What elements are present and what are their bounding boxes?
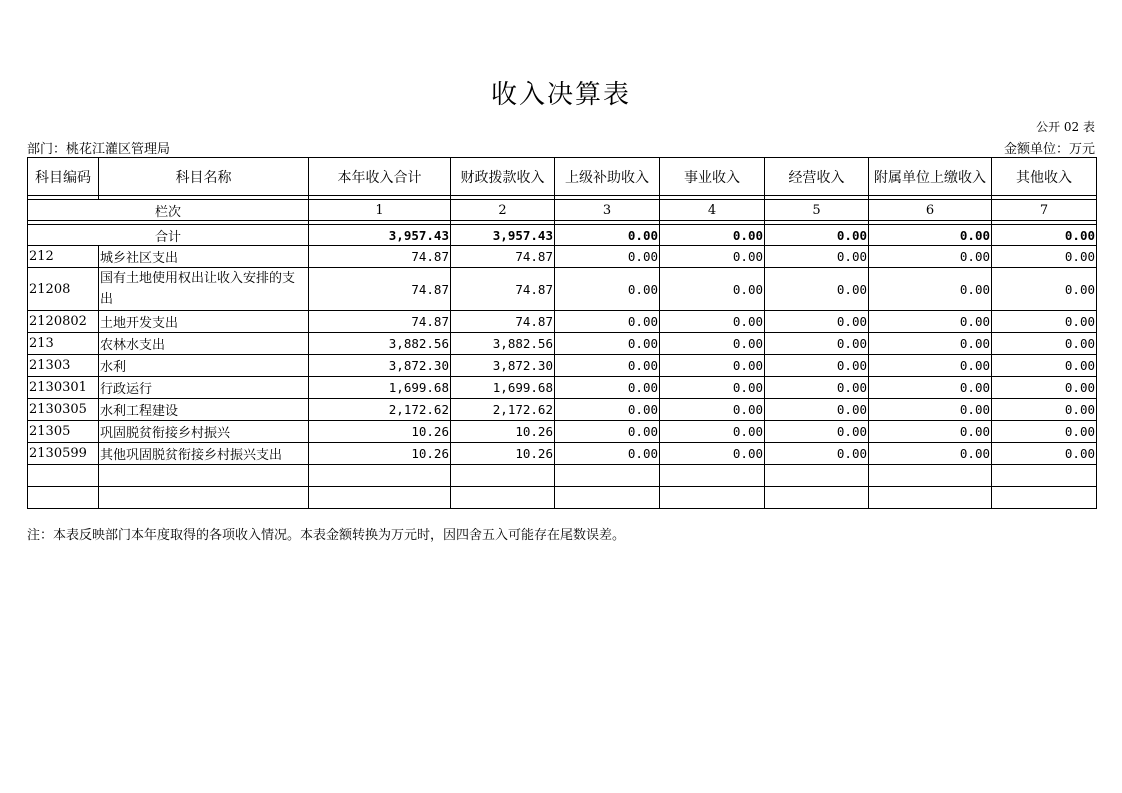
row-value: 0.00 <box>992 246 1097 268</box>
table-row <box>28 246 1097 268</box>
row-value: 74.87 <box>451 246 555 268</box>
header-cell: 科目名称 <box>99 158 309 196</box>
row-value: 0.00 <box>992 421 1097 443</box>
row-code: 21208 <box>28 268 99 311</box>
table-row <box>28 421 1097 443</box>
row-value: 0.00 <box>765 355 869 377</box>
unit-label: 金额单位：万元 <box>1003 142 1095 157</box>
row-name: 水利 <box>99 355 309 377</box>
row-value: 0.00 <box>992 333 1097 355</box>
header-cell: 其他收入 <box>992 158 1097 196</box>
table-row <box>28 311 1097 333</box>
total-value: 3,957.43 <box>309 225 451 246</box>
row-value: 0.00 <box>869 268 992 311</box>
row-code: 21305 <box>28 421 99 443</box>
footnote: 注：本表反映部门本年度取得的各项收入情况。本表金额转换为万元时，因四舍五入可能存在尾数误差。 <box>27 528 626 543</box>
row-value: 0.00 <box>555 355 660 377</box>
row-value: 0.00 <box>555 443 660 465</box>
row-value: 74.87 <box>309 311 451 333</box>
row-value: 3,882.56 <box>309 333 451 355</box>
total-value: 3,957.43 <box>451 225 555 246</box>
row-value: 0.00 <box>660 246 765 268</box>
column-number: 4 <box>660 200 765 221</box>
column-number: 1 <box>309 200 451 221</box>
row-value: 1,699.68 <box>309 377 451 399</box>
row-value: 10.26 <box>451 443 555 465</box>
blank-row <box>28 465 1097 487</box>
row-value: 0.00 <box>765 333 869 355</box>
row-value: 0.00 <box>992 399 1097 421</box>
row-code: 2130599 <box>28 443 99 465</box>
total-value: 0.00 <box>765 225 869 246</box>
header-cell: 上级补助收入 <box>555 158 660 196</box>
row-value: 0.00 <box>555 246 660 268</box>
table-row <box>28 268 1097 311</box>
row-value: 0.00 <box>992 355 1097 377</box>
row-value: 0.00 <box>869 246 992 268</box>
row-value: 2,172.62 <box>451 399 555 421</box>
header-cell: 本年收入合计 <box>309 158 451 196</box>
blank-row <box>28 487 1097 509</box>
column-number: 2 <box>451 200 555 221</box>
row-value: 0.00 <box>992 377 1097 399</box>
row-value: 0.00 <box>660 355 765 377</box>
row-value: 0.00 <box>660 377 765 399</box>
row-value: 10.26 <box>309 443 451 465</box>
table-row <box>28 355 1097 377</box>
table-row <box>28 377 1097 399</box>
row-value: 0.00 <box>869 355 992 377</box>
row-value: 0.00 <box>765 443 869 465</box>
row-code: 21303 <box>28 355 99 377</box>
row-value: 74.87 <box>309 268 451 311</box>
row-value: 0.00 <box>660 311 765 333</box>
column-number: 3 <box>555 200 660 221</box>
row-value: 3,872.30 <box>451 355 555 377</box>
table-row <box>28 443 1097 465</box>
row-value: 0.00 <box>555 399 660 421</box>
row-value: 0.00 <box>765 311 869 333</box>
row-code: 2130301 <box>28 377 99 399</box>
row-name: 巩固脱贫衔接乡村振兴 <box>99 421 309 443</box>
row-value: 0.00 <box>992 311 1097 333</box>
row-value: 0.00 <box>869 377 992 399</box>
row-value: 0.00 <box>869 333 992 355</box>
row-value: 0.00 <box>992 268 1097 311</box>
row-value: 0.00 <box>869 421 992 443</box>
header-cell: 事业收入 <box>660 158 765 196</box>
row-value: 0.00 <box>555 311 660 333</box>
row-value: 10.26 <box>451 421 555 443</box>
column-number-row <box>28 200 1097 221</box>
row-value: 0.00 <box>765 268 869 311</box>
row-value: 0.00 <box>660 268 765 311</box>
row-value: 0.00 <box>555 333 660 355</box>
row-value: 1,699.68 <box>451 377 555 399</box>
row-value: 0.00 <box>765 377 869 399</box>
row-value: 3,872.30 <box>309 355 451 377</box>
header-cell: 科目编码 <box>28 158 99 196</box>
column-number: 7 <box>992 200 1097 221</box>
row-value: 0.00 <box>660 399 765 421</box>
total-value: 0.00 <box>555 225 660 246</box>
header-row <box>28 158 1097 196</box>
department-label: 部门：桃花江灌区管理局 <box>27 142 171 157</box>
row-value: 0.00 <box>660 333 765 355</box>
row-value: 0.00 <box>869 399 992 421</box>
header-cell: 经营收入 <box>765 158 869 196</box>
row-value: 3,882.56 <box>451 333 555 355</box>
row-value: 0.00 <box>555 268 660 311</box>
form-code: 公开 02 表 <box>1036 120 1095 134</box>
row-value: 0.00 <box>765 246 869 268</box>
row-code: 213 <box>28 333 99 355</box>
row-value: 0.00 <box>555 421 660 443</box>
row-name: 行政运行 <box>99 377 309 399</box>
total-value: 0.00 <box>660 225 765 246</box>
column-label: 栏次 <box>28 200 309 221</box>
table-row <box>28 399 1097 421</box>
row-code: 2130305 <box>28 399 99 421</box>
row-value: 0.00 <box>869 443 992 465</box>
table-row <box>28 333 1097 355</box>
row-value: 74.87 <box>451 311 555 333</box>
total-value: 0.00 <box>992 225 1097 246</box>
header-cell: 财政拨款收入 <box>451 158 555 196</box>
row-code: 2120802 <box>28 311 99 333</box>
row-name: 水利工程建设 <box>99 399 309 421</box>
row-value: 74.87 <box>451 268 555 311</box>
row-name: 城乡社区支出 <box>99 246 309 268</box>
row-code: 212 <box>28 246 99 268</box>
income-table <box>27 157 1097 509</box>
page-title: 收入决算表 <box>490 80 631 110</box>
total-label: 合计 <box>28 225 309 246</box>
row-value: 0.00 <box>660 421 765 443</box>
total-row <box>28 225 1097 246</box>
row-value: 0.00 <box>555 377 660 399</box>
row-value: 10.26 <box>309 421 451 443</box>
total-value: 0.00 <box>869 225 992 246</box>
row-name: 农林水支出 <box>99 333 309 355</box>
row-name: 其他巩固脱贫衔接乡村振兴支出 <box>99 443 309 465</box>
header-cell: 附属单位上缴收入 <box>869 158 992 196</box>
row-value: 0.00 <box>869 311 992 333</box>
row-value: 0.00 <box>765 399 869 421</box>
column-number: 5 <box>765 200 869 221</box>
row-value: 0.00 <box>765 421 869 443</box>
row-value: 0.00 <box>660 443 765 465</box>
column-number: 6 <box>869 200 992 221</box>
row-value: 74.87 <box>309 246 451 268</box>
row-value: 2,172.62 <box>309 399 451 421</box>
row-name: 土地开发支出 <box>99 311 309 333</box>
row-name: 国有土地使用权出让收入安排的支出 <box>99 268 309 311</box>
row-value: 0.00 <box>992 443 1097 465</box>
